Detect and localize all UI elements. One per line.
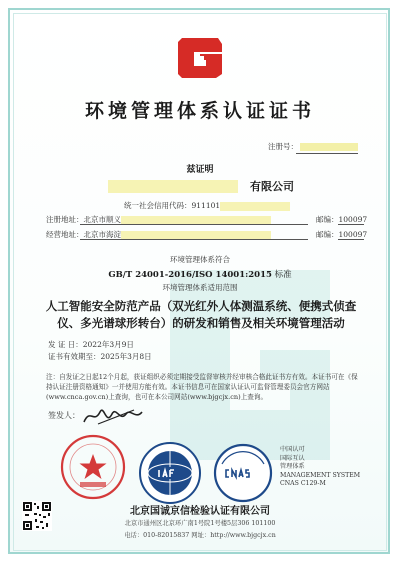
registered-zip-underline (338, 224, 364, 225)
expiry-date: 证书有效期至：2025年3月8日 (48, 352, 152, 361)
certificate-note: 注：自发证之日起12个月起，获证组织必须定期接受监督审核并经审核合格此证书方有效。本证书可在《保持认证注册资格通知》一并使用方能有效。本证书信息可在国家认证认可监督管理委员会官方网站(www.cnca.gov.cn)上查询，也可在本公司网站(www.bjgcjx.cn)上查询。 (46, 373, 358, 401)
business-address-underline (80, 239, 308, 240)
certification-body-logo (176, 34, 224, 80)
cnas-text-line: CNAS C129-M (280, 480, 326, 488)
official-seal-stamp (58, 432, 128, 502)
hereby-certify: 兹证明 (186, 165, 214, 175)
credit-code (124, 200, 290, 211)
redacted-company-name (108, 180, 238, 193)
issuer-contact: 电话：010-82015837 网址：http://www.bjgcjx.cn (124, 532, 276, 539)
certificate-title: 环境管理体系认证证书 (84, 100, 315, 122)
business-address-label: 经营地址：北京市海淀 (46, 230, 121, 239)
cnas-text-line: 管理体系 (280, 463, 305, 471)
redacted-credit-code (220, 202, 290, 211)
cnas-mark-icon (212, 440, 274, 506)
business-zip-underline (338, 239, 364, 240)
issue-date: 发 证 日：2022年3月9日 (48, 340, 134, 349)
company-name-suffix: 有限公司 (250, 180, 294, 193)
company-name (100, 178, 300, 194)
registered-zip: 邮编：100097 (316, 215, 368, 224)
credit-code-label: 统一社会信用代码：911101 (124, 201, 221, 210)
registration-number (268, 141, 358, 152)
signer-label: 签发人： (48, 411, 80, 420)
issuer-name: 北京国诚京信检验认证有限公司 (130, 506, 270, 517)
certificate-dates (48, 339, 152, 363)
scope-text: 人工智能安全防范产品（双光红外人体测温系统、便携式侦查仪、多光谱球形转台）的研发和销售及相关环境管理活动 (45, 299, 357, 330)
handwritten-signature (80, 400, 150, 430)
business-zip: 邮编：100097 (316, 230, 368, 239)
registered-address-label: 注册地址：北京市顺义 (46, 215, 121, 224)
scope-heading: 环境管理体系适用范围 (162, 283, 238, 292)
cnas-text-line: MANAGEMENT SYSTEM (280, 471, 361, 479)
cnas-text-line: 国际互认 (280, 454, 305, 462)
cnas-text-line: 中国认可 (280, 446, 305, 453)
cnas-accreditation-text (280, 446, 360, 489)
issuer-address: 北京市通州区北京环广南1号院1号楼5层306 101100 (124, 520, 276, 527)
iaf-mark-icon (134, 440, 206, 506)
registration-underline (296, 153, 358, 154)
redacted-registration-number (300, 143, 358, 151)
registration-number-label: 注册号： (268, 142, 298, 151)
standard-suffix: 标准 (274, 270, 292, 280)
conformity-statement: 环境管理体系符合 (170, 255, 230, 264)
standard-code: GB/T 24001-2016/ISO 14001:2015 (108, 270, 272, 280)
standard-line (0, 268, 400, 280)
registered-address-underline (80, 224, 308, 225)
